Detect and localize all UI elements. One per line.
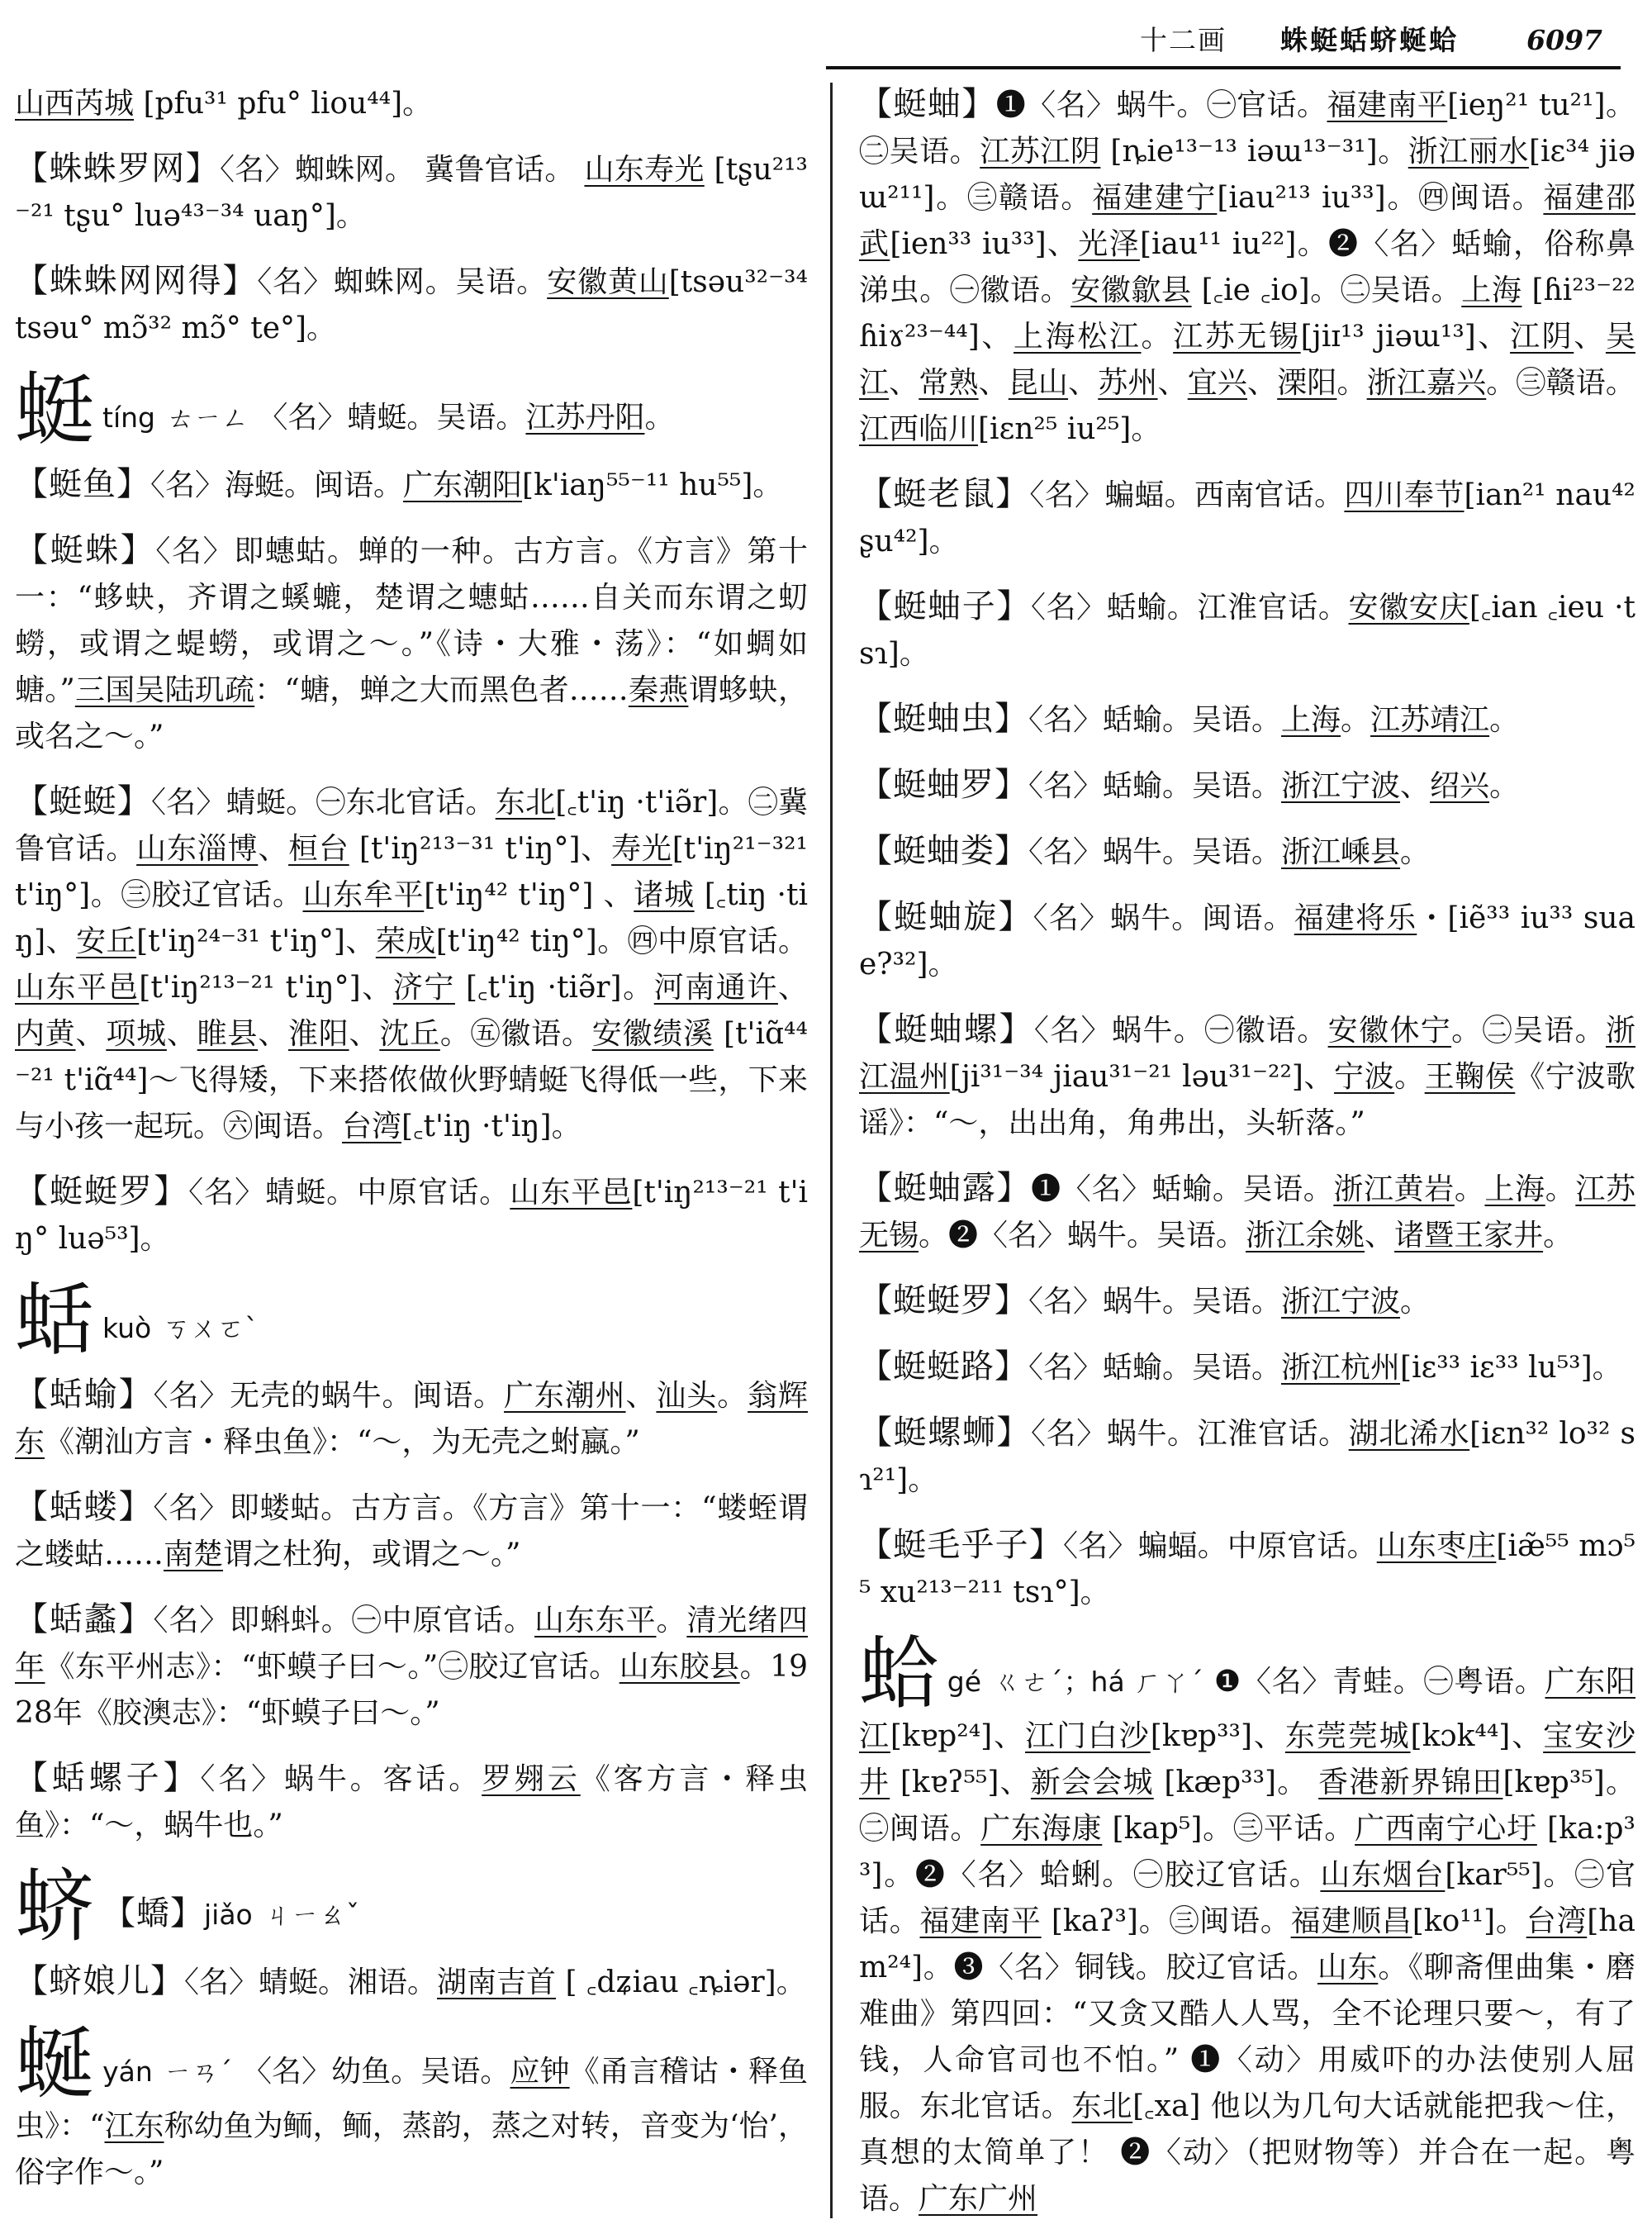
dictionary-entry — [15, 527, 808, 760]
entry-text: [t'iŋ²⁴⁻³¹ t'iŋ°]、 — [136, 924, 376, 958]
place-name: 福建顺昌 — [1290, 1904, 1412, 1938]
entry-text: 、 — [625, 1379, 657, 1413]
entry-headword: 【蛛蛛网网得】 — [15, 262, 258, 300]
zhuyin: ㄐㄧㄠˇ — [263, 1899, 360, 1931]
entry-text: [ji³¹⁻³⁴ jiau³¹⁻²¹ ləu³¹⁻²²]、 — [949, 1060, 1335, 1094]
entry-text: 。 — [644, 401, 675, 435]
entry-text: 〈名〉蜘蛛网。吴语。 — [257, 265, 548, 299]
place-name: 诸暨王家井 — [1394, 1219, 1544, 1252]
entry-text: [t'iŋ²¹³⁻²¹ t'iŋ°]、 — [139, 971, 393, 1005]
entry-text: 。 — [1489, 769, 1520, 803]
entry-text: 〈名〉蜗牛。客话。 — [200, 1762, 482, 1796]
place-name: 上海 — [1281, 703, 1341, 737]
entry-text: 《客方言・释虫鱼》：“～，蜗牛也。” — [15, 1762, 808, 1842]
character-entry — [15, 1861, 808, 1953]
place-name: 福建邵武 — [859, 181, 1635, 261]
place-name: 宜兴 — [1187, 366, 1248, 400]
entry-headword: 【蜓蚰露】 — [859, 1169, 1032, 1207]
place-name: 昆山 — [1008, 366, 1069, 400]
entry-text: ❶〈名〉蛞蝓。吴语。 — [1031, 1172, 1334, 1206]
entry-text: [kap⁵]。㊂平话。 — [1102, 1812, 1355, 1846]
place-name: 湖北浠水 — [1348, 1417, 1470, 1451]
place-name: 桓台 — [288, 832, 349, 866]
place-name: 福建南平 — [919, 1904, 1042, 1938]
entry-text: [t'iŋ²¹³⁻³¹ t'iŋ°]、 — [349, 832, 612, 866]
variant-character: 【蟜】 — [102, 1894, 204, 1932]
character-entry — [15, 2018, 809, 2196]
entry-text: [ɦi²³⁻²² ɦiɤ²³⁻⁴⁴]、 — [859, 273, 1635, 354]
place-name: 山东寿光 — [584, 153, 705, 187]
dictionary-entry — [15, 778, 808, 1150]
place-name: 寿光 — [611, 832, 672, 866]
entry-text: ❶〈名〉蜗牛。㊀官话。 — [995, 88, 1327, 122]
running-header — [826, 15, 1619, 66]
entry-text: 《甬言稽诂・释鱼虫》：“ — [15, 2055, 809, 2143]
place-name: 汕头 — [656, 1379, 718, 1413]
place-name: 浙江宁波 — [1281, 1285, 1401, 1319]
place-name: 广东广州 — [919, 2182, 1038, 2216]
character-entry — [15, 1274, 808, 1367]
character-entry — [859, 1628, 1635, 2222]
place-name: 清光绪四年 — [15, 1604, 808, 1684]
pinyin: tíng — [102, 402, 155, 434]
column-divider — [830, 83, 833, 2218]
place-name: 上海松江 — [1014, 320, 1142, 354]
dictionary-entry — [859, 894, 1635, 988]
place-name: 应钟 — [510, 2055, 570, 2089]
entry-text: 、 — [1574, 320, 1606, 354]
entry-text: 。 — [1543, 1219, 1574, 1252]
entry-headword: 【蛞螺子】 — [15, 1759, 201, 1797]
entry-text: 〈名〉即蟪蛄。蝉的一种。古方言。《方言》第十一：“蛥蚗，齐谓之螇螰，楚谓之蟪蛄……自关而东谓之虭蟧，或谓之蝭蟧，或谓之～。”《诗・大雅・荡》：“如蜩如螗。” — [15, 535, 808, 707]
entry-text: [t'iŋ²¹³⁻²¹ t'iŋ° luə⁵³]。 — [15, 1176, 808, 1256]
place-name: 台湾 — [1526, 1904, 1588, 1938]
dictionary-entry — [859, 583, 1635, 677]
place-name: 内黄 — [15, 1017, 76, 1051]
place-name: 绍兴 — [1430, 769, 1490, 803]
entry-text: 〈名〉蝙蝠。西南官话。 — [1029, 478, 1345, 512]
place-name: 苏州 — [1098, 366, 1158, 400]
entry-headword: 【蜓老鼠】 — [859, 475, 1030, 513]
left-column — [15, 81, 808, 2208]
entry-text: [iau¹¹ iu²²]。❷〈名〉蛞蝓，俗称鼻涕虫。㊀徽语。 — [859, 227, 1635, 307]
place-name: 香港新界锦田 — [1318, 1766, 1503, 1799]
entry-text: 。 — [1400, 835, 1431, 869]
page-number: 6097 — [1526, 24, 1602, 56]
entry-text: 、 — [1365, 1219, 1395, 1252]
entry-headword: 【蜓蚰罗】 — [859, 766, 1028, 804]
entry-headword: 【蛛蛛罗网】 — [15, 150, 220, 188]
place-name: 山东烟台 — [1320, 1858, 1446, 1892]
entry-text: 谓之杜狗，或谓之～。” — [223, 1538, 521, 1571]
entry-text: 。1928年《胶澳志》：“虾蟆子曰～。” — [15, 1650, 808, 1730]
place-name: 浙江余姚 — [1246, 1219, 1365, 1252]
entry-text: 《宁波歌谣》：“～，出出角，角弗出，头斩落。” — [859, 1060, 1635, 1140]
place-name: 广东潮阳 — [403, 468, 523, 502]
entry-text: [iɛ³³ iɛ³³ lu⁵³]。 — [1400, 1351, 1622, 1385]
entry-text: [iæ̃⁵⁵ mɔ⁵⁵ xu²¹³⁻²¹¹ tsɿ°]。 — [859, 1529, 1636, 1609]
entry-text: 谓蛥蚗，或名之～。” — [15, 673, 808, 753]
place-name: 项城 — [106, 1017, 167, 1051]
entry-headword: 【蜓毛乎子】 — [859, 1526, 1063, 1564]
dictionary-entry — [15, 1484, 808, 1578]
place-name: 吴江 — [859, 320, 1635, 400]
zhuyin: ㄍㄜˊ；há ㄏㄚˊ — [993, 1666, 1204, 1698]
dictionary-entry — [15, 1958, 808, 2006]
entry-text: [ka:p³³]。❷〈名〉蛤蜊。㊀胶辽官话。 — [859, 1812, 1635, 1892]
place-name: 江苏无锡 — [859, 1172, 1635, 1252]
place-name: 福建将乐 — [1294, 901, 1417, 935]
entry-text: 〈名〉即蝌蚪。㊀中原官话。 — [153, 1604, 534, 1637]
entry-text: [kæp³³]。 — [1153, 1766, 1319, 1799]
entry-text: 〈名〉蜗牛。吴语。 — [1028, 1285, 1282, 1319]
place-name: 东北 — [495, 786, 556, 820]
entry-text: 〈名〉蜗牛。吴语。 — [1028, 835, 1282, 869]
place-name: 浙江黄岩 — [1333, 1172, 1455, 1206]
entry-text: [iɛ³⁴ jiəɯ²¹¹]。㊂赣语。 — [859, 135, 1635, 215]
entry-headword: 【蛴娘儿】 — [15, 1962, 184, 2000]
place-name: 秦燕 — [628, 673, 689, 707]
entry-text: [ieŋ²¹ tu²¹]。㊁吴语。 — [859, 88, 1635, 169]
entry-text: 〈名〉海蜓。闽语。 — [150, 468, 404, 502]
zhuyin: ㄊㄧㄥ — [166, 402, 249, 434]
place-name: 安徽休宁 — [1327, 1014, 1452, 1048]
place-name: 河南通许 — [653, 971, 778, 1005]
entry-text: [꜀t'iŋ ·t'iə̃r]。㊁冀鲁官话。 — [15, 786, 808, 866]
place-name: 浙江嵊县 — [1281, 835, 1401, 869]
entry-text: [t'iɑ̃⁴⁴⁻²¹ t'iɑ̃⁴⁴]～飞得矮，下来搭侬做伙野蜻蜓飞得低一些，下来与小孩一起玩。㊅闽语。 — [15, 1017, 808, 1143]
entry-text: [kar⁵⁵]。㊁官话。 — [859, 1858, 1635, 1938]
entry-text: [jiɪ¹³ jiəɯ¹³]、 — [1300, 320, 1511, 354]
character-entry — [15, 364, 808, 456]
headword-character: 蛴 — [15, 1861, 94, 1953]
entry-text: ・[iẽ³³ iu³³ suae?³²]。 — [859, 901, 1635, 982]
headword-character: 蜓 — [15, 364, 94, 456]
dictionary-entry — [859, 1165, 1635, 1259]
entry-headword: 【蛞蝓】 — [15, 1376, 154, 1414]
entry-text: 〈名〉蛞蝓。吴语。 — [1028, 769, 1282, 803]
entry-text: [ko¹¹]。 — [1412, 1904, 1526, 1938]
entry-text: [pfu³¹ pfu° liou⁴⁴]。 — [134, 87, 433, 121]
entry-text: 、 — [889, 366, 919, 400]
place-name: 新会会城 — [1030, 1766, 1154, 1799]
place-name: 福建建宁 — [1092, 181, 1218, 215]
dictionary-entry — [859, 1522, 1635, 1616]
entry-text: [kɐp³⁵]。㊁闽语。 — [859, 1766, 1635, 1846]
place-name: 江门白沙 — [1025, 1719, 1151, 1753]
place-name: 广东阳江 — [859, 1665, 1635, 1753]
place-name: 江阴 — [1510, 320, 1574, 354]
entry-text: 〈名〉无壳的蜗牛。闽语。 — [153, 1379, 505, 1413]
place-name: 淮阳 — [287, 1017, 349, 1051]
place-name: 山东平邑 — [510, 1176, 633, 1210]
entry-text: 、 — [1400, 769, 1431, 803]
entry-text: 、 — [349, 1017, 380, 1051]
entry-text: 。㊂赣语。 — [1486, 366, 1635, 400]
entry-text: 《潮汕方言・释虫鱼》：“～，为无壳之蚹蠃。” — [45, 1425, 640, 1459]
entry-text: [ien³³ iu³³]、 — [890, 227, 1079, 261]
entry-text: [꜀xa] 他以为几句大话就能把我～住，真想的太简单了！ ❷〈动〉（把财物等）并合在一起。粤语。 — [859, 2089, 1635, 2216]
place-name: 山西芮城 — [15, 87, 135, 121]
entry-text: 、 — [1247, 366, 1278, 400]
entry-text: 。㊁吴语。 — [1451, 1014, 1606, 1048]
entry-text: 、 — [1068, 366, 1099, 400]
dictionary-entry — [859, 1006, 1635, 1147]
entry-text: [꜀ian ꜀ieu ·tsɿ]。 — [859, 591, 1635, 671]
place-name: 湖南吉首 — [437, 1965, 557, 1999]
entry-headword: 【蜓螺蛳】 — [859, 1414, 1032, 1452]
place-name: 沈丘 — [379, 1017, 440, 1051]
entry-text: 〈名〉即蝼蛄。古方言。《方言》第十一：“蝼蛭谓之蝼蛄…… — [15, 1491, 809, 1571]
entry-text: 《东平州志》：“虾蟆子曰～。”㊁胶辽官话。 — [45, 1650, 620, 1684]
entry-headword: 【蜓蚰虫】 — [859, 700, 1028, 738]
place-name: 江苏丹阳 — [525, 401, 645, 435]
place-name: 四川奉节 — [1344, 478, 1464, 512]
place-name: 安徽黄山 — [547, 265, 669, 299]
entry-text: 。 — [1341, 703, 1371, 737]
dictionary-entry — [15, 81, 808, 127]
place-name: 江苏无锡 — [1173, 320, 1301, 354]
entry-text: 、 — [978, 366, 1009, 400]
entry-headword: 【蜓蚰】 — [859, 85, 996, 123]
place-name: 宁波 — [1334, 1060, 1395, 1094]
entry-headword: 【蜓蚰娄】 — [859, 832, 1028, 870]
entry-headword: 【蛞蠡】 — [15, 1600, 154, 1638]
entry-text: 。 — [1400, 1285, 1431, 1319]
entry-text: 。 — [1336, 366, 1367, 400]
place-name: 台湾 — [342, 1110, 402, 1143]
entry-text: [iɛn²⁵ iu²⁵]。 — [978, 412, 1161, 446]
place-name: 江东 — [104, 2109, 164, 2143]
place-name: 浙江杭州 — [1281, 1351, 1401, 1385]
entry-text: [ȵie¹³⁻¹³ iəɯ¹³⁻³¹]。 — [1100, 135, 1408, 169]
entry-text: [t'iŋ⁴² t'iŋ°] 、 — [424, 878, 634, 912]
entry-text: 〈名〉蛞蝓。吴语。 — [1028, 703, 1282, 737]
place-name: 山东枣庄 — [1376, 1529, 1497, 1563]
entry-text: 、 — [1157, 366, 1188, 400]
pinyin: yán — [102, 2056, 153, 2088]
entry-text: [k'iaŋ⁵⁵⁻¹¹ hu⁵⁵]。 — [522, 468, 783, 502]
place-name: 浙江温州 — [859, 1014, 1635, 1094]
dictionary-entry — [859, 1409, 1635, 1504]
entry-text: 、 — [166, 1017, 197, 1051]
dictionary-entry — [15, 1596, 808, 1737]
place-name: 浙江丽水 — [1408, 135, 1529, 169]
place-name: 安丘 — [76, 924, 137, 958]
dictionary-entry — [859, 762, 1635, 810]
headword-character: 蛞 — [15, 1274, 94, 1367]
headword-character: 蛤 — [859, 1628, 939, 1720]
place-name: 东北 — [1071, 2089, 1133, 2123]
entry-text: ：“螗，蝉之大而黑色者…… — [254, 673, 629, 707]
entry-text: [꜀tiŋ ·tiŋ]、 — [15, 878, 808, 958]
entry-text: [t'iŋ⁴² tiŋ°]。㊃中原官话。 — [435, 924, 808, 958]
place-name: 上海 — [1461, 273, 1522, 307]
place-name: 广东潮州 — [504, 1379, 626, 1413]
right-column — [859, 81, 1635, 2234]
place-name: 广西南宁心圩 — [1355, 1812, 1537, 1846]
entry-text: 〈名〉蜻蜓。湘语。 — [184, 1965, 438, 1999]
place-name: 山东东平 — [534, 1604, 657, 1637]
entry-headword: 【蜓蜓】 — [15, 782, 151, 820]
entry-headword: 【蛞蝼】 — [15, 1488, 154, 1526]
entry-text: 〈名〉蜗牛。江淮官话。 — [1031, 1417, 1349, 1451]
entry-text: 。❷〈名〉蜗牛。吴语。 — [919, 1219, 1246, 1252]
entry-text: [꜀t'iŋ ·tiə̃r]。 — [454, 971, 654, 1005]
entry-text: 。 — [1454, 1172, 1485, 1206]
entry-text: 〈名〉蜗牛。闽语。 — [1032, 901, 1294, 935]
entry-text: 〈名〉蜻蜓。吴语。 — [248, 401, 526, 435]
place-name: 济宁 — [392, 971, 455, 1005]
place-name: 浙江嘉兴 — [1366, 366, 1487, 400]
dictionary-entry — [15, 145, 808, 240]
pinyin: gé — [947, 1666, 982, 1698]
dictionary-entry — [15, 1371, 808, 1466]
dictionary-entry — [15, 1168, 808, 1262]
entry-text: 〈名〉蜻蜓。㊀东北官话。 — [150, 786, 496, 820]
entry-headword: 【蜓蚰旋】 — [859, 898, 1033, 936]
place-name: 福建南平 — [1327, 88, 1448, 122]
entry-text: 〈名〉蜻蜓。中原官话。 — [188, 1176, 510, 1210]
entry-text: [tsəu³²⁻³⁴ tsəu° mɔ̃³² mɔ̃° te°]。 — [15, 265, 808, 345]
entry-text: 、 — [258, 1017, 288, 1051]
dictionary-entry — [15, 461, 808, 509]
entry-text: 。 — [656, 1604, 687, 1637]
header-characters: 蛛蜓蛞蛴蜒蛤 — [1280, 24, 1459, 56]
place-name: 江苏江阴 — [980, 135, 1101, 169]
dictionary-entry — [859, 1277, 1635, 1325]
entry-text: [ian²¹ nau⁴² ʂu⁴²]。 — [859, 478, 1635, 558]
entry-text: 〈名〉蛞蝓。吴语。 — [1028, 1351, 1282, 1385]
entry-text: [tʂu²¹³⁻²¹ tʂu° luə⁴³⁻³⁴ uaŋ°]。 — [15, 153, 808, 233]
entry-text: 。 — [1489, 703, 1520, 737]
entry-text: [t'iŋ²¹⁻³²¹ t'iŋ°]。㊂胶辽官话。 — [15, 832, 808, 912]
place-name: 安徽绩溪 — [591, 1017, 714, 1051]
entry-text: 、 — [777, 971, 808, 1005]
zhuyin: ㄎㄨㄛˋ — [163, 1312, 259, 1344]
entry-text: [꜀ie ꜀io]。㊁吴语。 — [1191, 273, 1462, 307]
entry-text: [kɐʔ⁵⁵]、 — [890, 1766, 1031, 1799]
dictionary-entry — [859, 696, 1635, 744]
place-name: 光泽 — [1078, 227, 1140, 261]
entry-text: [kɐp²⁴]、 — [890, 1719, 1026, 1753]
entry-headword: 【蜓蜓罗】 — [859, 1281, 1028, 1319]
place-name: 安徽歙县 — [1070, 273, 1192, 307]
place-name: 睢县 — [197, 1017, 259, 1051]
entry-headword: 【蜓蚰子】 — [859, 587, 1031, 625]
entry-text: 〈名〉幼鱼。吴语。 — [232, 2055, 510, 2089]
dictionary-entry — [859, 828, 1635, 876]
place-name: 广东海康 — [980, 1812, 1103, 1846]
dictionary-entry — [859, 471, 1635, 565]
header-section: 十二画 — [1140, 24, 1227, 56]
dictionary-entry — [859, 81, 1635, 453]
place-name: 浙江宁波 — [1281, 769, 1401, 803]
entry-text: 。 — [717, 1379, 748, 1413]
place-name: 山东牟平 — [302, 878, 425, 912]
zhuyin: ㄧㄢˊ — [164, 2056, 233, 2088]
place-name: 宝安沙井 — [859, 1719, 1635, 1799]
entry-text: 。 — [1394, 1060, 1425, 1094]
entry-text: 〈名〉蝙蝠。中原官话。 — [1062, 1529, 1377, 1563]
place-name: 江苏靖江 — [1370, 703, 1490, 737]
entry-text: 〈名〉蛞蝓。江淮官话。 — [1030, 591, 1349, 625]
place-name: 溧阳 — [1277, 366, 1337, 400]
dictionary-entry — [15, 258, 808, 352]
pinyin: jiǎo — [204, 1899, 253, 1931]
entry-text: 称幼鱼为鲕，鲕，蒸韵，蒸之对转，音变为‘怡’，俗字作～。” — [15, 2109, 808, 2189]
pinyin: kuò — [102, 1312, 152, 1344]
entry-headword: 【蜓蜓罗】 — [15, 1172, 189, 1210]
entry-text: [kaʔ³]。㊂闽语。 — [1041, 1904, 1291, 1938]
place-name: 南楚 — [164, 1538, 224, 1571]
place-name: 山东 — [1317, 1951, 1379, 1984]
entry-text: ❶〈名〉青蛙。㊀粤语。 — [1203, 1665, 1545, 1699]
entry-text: [iau²¹³ iu³³]。㊃闽语。 — [1217, 181, 1544, 215]
place-name: 江西临川 — [859, 412, 979, 446]
place-name: 王鞠侯 — [1424, 1060, 1516, 1094]
entry-text: 、 — [258, 832, 289, 866]
entry-text: [꜀t'iŋ ·t'iŋ]。 — [401, 1110, 582, 1143]
entry-text: 。 — [1141, 320, 1174, 354]
place-name: 山东胶县 — [619, 1650, 740, 1684]
entry-text: 〈名〉蜗牛。㊀徽语。 — [1033, 1014, 1328, 1048]
entry-headword: 【蜓蚰螺】 — [859, 1010, 1034, 1048]
dictionary-entry — [15, 1755, 808, 1849]
entry-text: [kɐp³³]、 — [1150, 1719, 1285, 1753]
headword-character: 蜒 — [15, 2018, 95, 2110]
dictionary-entry — [859, 1343, 1635, 1391]
entry-text: 。㊄徽语。 — [439, 1017, 592, 1051]
entry-text: 〈名〉蜘蛛网。 冀鲁官话。 — [219, 153, 585, 187]
place-name: 山东平邑 — [15, 971, 140, 1005]
place-name: 上海 — [1484, 1172, 1545, 1206]
place-name: 安徽安庆 — [1348, 591, 1469, 625]
entry-text: [kɔk⁴⁴]、 — [1410, 1719, 1544, 1753]
entry-headword: 【蜓蛛】 — [15, 531, 156, 569]
place-name: 山东淄博 — [136, 832, 259, 866]
header-rule — [826, 66, 1621, 69]
entry-text: [ham²⁴]。❸〈名〉铜钱。胶辽官话。 — [859, 1904, 1635, 1984]
place-name: 翁辉东 — [15, 1379, 808, 1459]
place-name: 东莞莞城 — [1284, 1719, 1411, 1753]
entry-text: [ ꜀dʑiau ꜀ȵiər]。 — [556, 1965, 806, 1999]
place-name: 荣成 — [375, 924, 436, 958]
entry-headword: 【蜓鱼】 — [15, 465, 150, 503]
place-name: 诸城 — [634, 878, 695, 912]
entry-text: [iɛn³² lo³² sɿ²¹]。 — [859, 1417, 1635, 1497]
place-name: 三国吴陆玑疏 — [74, 673, 255, 707]
place-name: 常熟 — [919, 366, 979, 400]
entry-headword: 【蜓蜓路】 — [859, 1348, 1028, 1386]
place-name: 罗翙云 — [482, 1762, 581, 1796]
entry-text: 、 — [75, 1017, 107, 1051]
entry-text: 。 — [1545, 1172, 1576, 1206]
entry-text: 。《聊斋俚曲集・磨难曲》第四回：“又贪又酷人人骂，全不论理只要～，有了钱，人命官司也不怕。” ❶〈动〉用威吓的办法使别人屈服。东北官话。 — [859, 1951, 1635, 2123]
